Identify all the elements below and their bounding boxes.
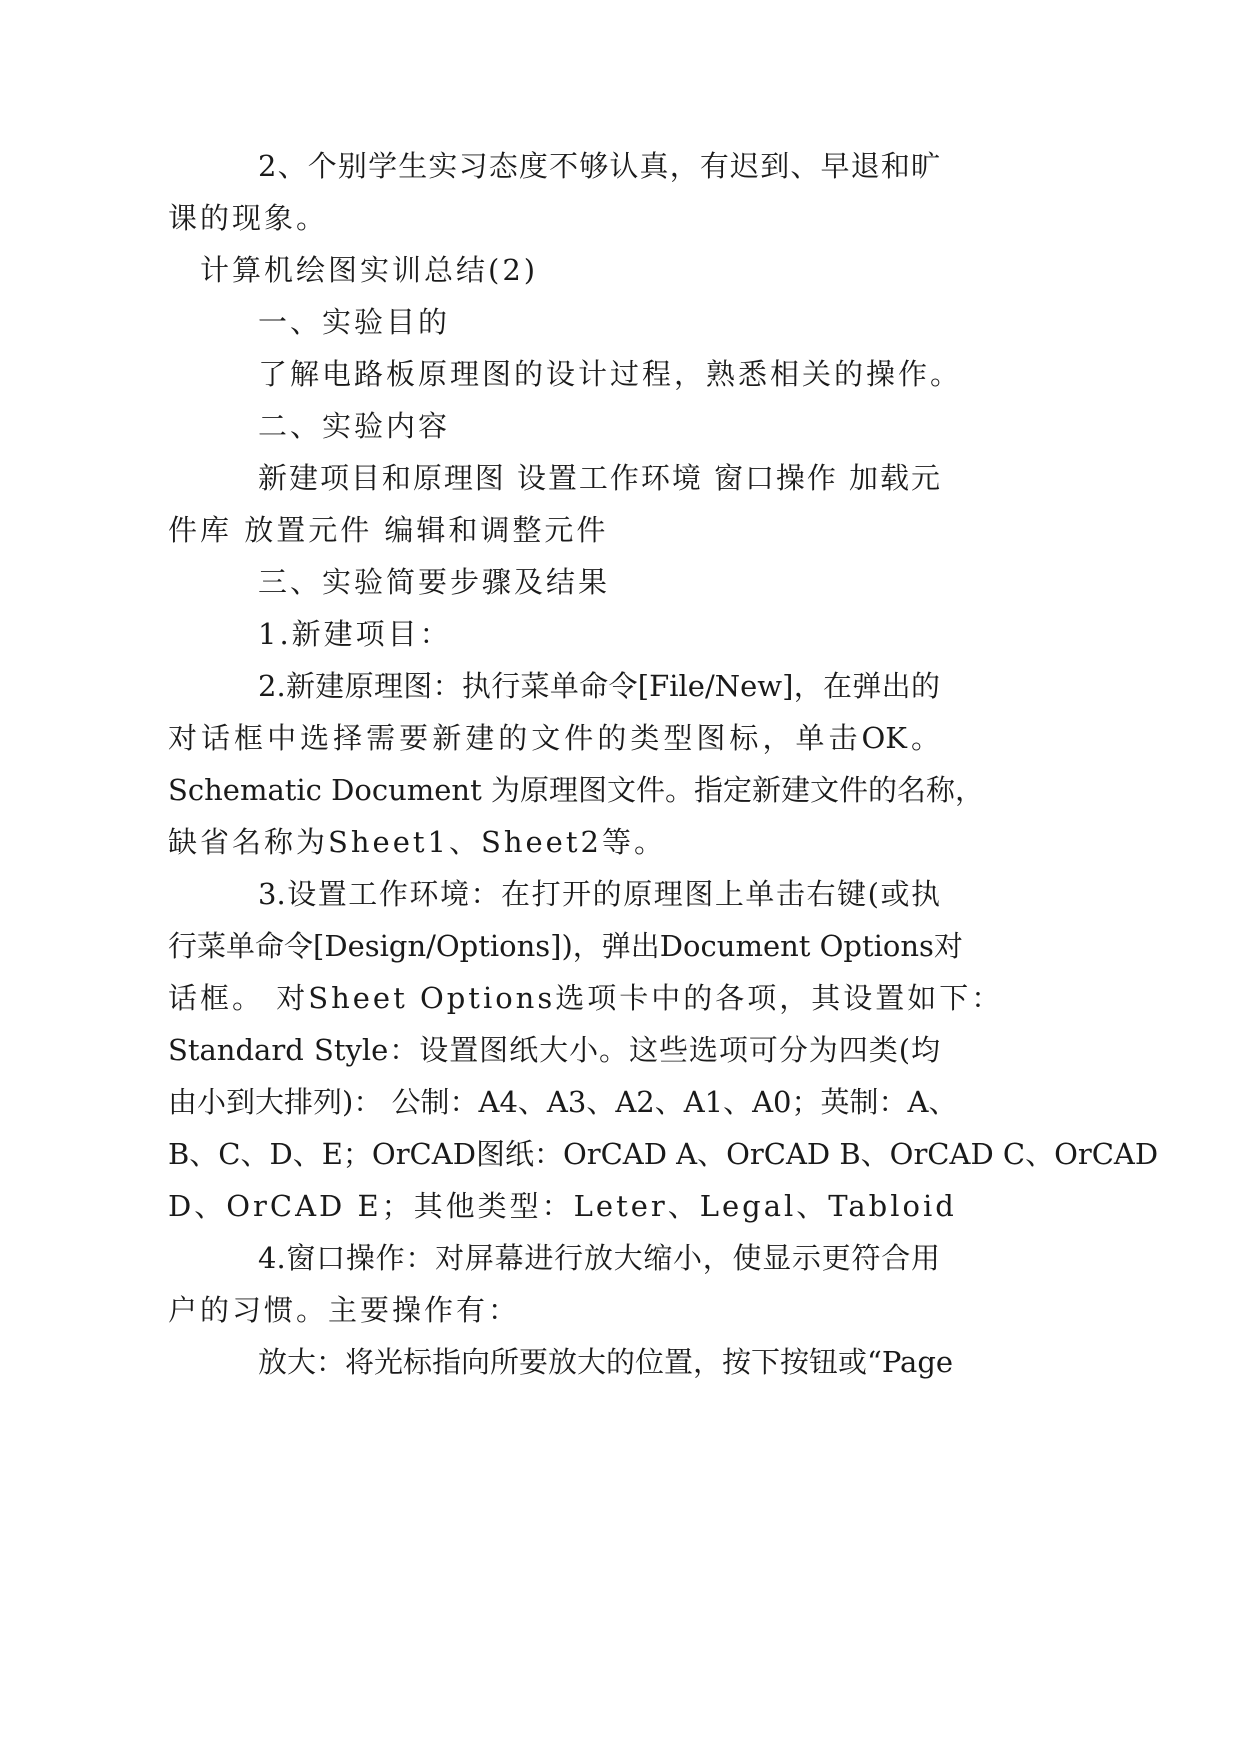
text-line-1: 2、个别学生实习态度不够认真，有迟到、早退和旷 (258, 149, 940, 183)
text-line-7: 新建项目和原理图 设置工作环境 窗口操作 加载元 (258, 461, 940, 495)
text-line-16: 行菜单命令[Design/Options])，弹出Document Options对 (168, 929, 963, 963)
text-line-11: 2.新建原理图：执行菜单命令[File/New]，在弹出的 (258, 669, 940, 703)
text-line-18: Standard Style：设置图纸大小。这些选项可分为四类(均 (168, 1033, 940, 1067)
text-line-8: 件库 放置元件 编辑和调整元件 (168, 513, 609, 547)
text-line-23: 户的习惯。主要操作有： (168, 1293, 521, 1327)
subheading-steps: 三、实验简要步骤及结果 (258, 565, 611, 599)
text-line-12: 对话框中选择需要新建的文件的类型图标，单击OK。 (168, 721, 940, 755)
text-line-17: 话框。 对Sheet Options选项卡中的各项，其设置如下： (168, 981, 1004, 1015)
text-line-5: 了解电路板原理图的设计过程，熟悉相关的操作。 (258, 357, 963, 391)
text-line-22: 4.窗口操作：对屏幕进行放大缩小，使显示更符合用 (258, 1241, 940, 1275)
text-line-13: Schematic Document 为原理图文件。指定新建文件的名称， (168, 773, 984, 807)
text-line-20: B、C、D、E；OrCAD图纸：OrCAD A、OrCAD B、OrCAD C、OrCAD (168, 1137, 1159, 1171)
subheading-purpose: 一、实验目的 (258, 305, 451, 339)
text-line-19: 由小到大排列)： 公制：A4、A3、A2、A1、A0；英制：A、 (168, 1085, 958, 1119)
section-heading: 计算机绘图实训总结(2) (200, 253, 539, 287)
text-line-10: 1.新建项目： (258, 617, 452, 651)
subheading-content: 二、实验内容 (258, 409, 451, 443)
text-line-14: 缺省名称为Sheet1、Sheet2等。 (168, 825, 666, 859)
text-line-15: 3.设置工作环境：在打开的原理图上单击右键(或执 (258, 877, 940, 911)
text-line-21: D、OrCAD E；其他类型：Leter、Legal、Tabloid (168, 1189, 957, 1223)
text-line-2: 课的现象。 (168, 201, 329, 235)
text-line-24: 放大：将光标指向所要放大的位置，按下按钮或“Page (258, 1345, 954, 1379)
